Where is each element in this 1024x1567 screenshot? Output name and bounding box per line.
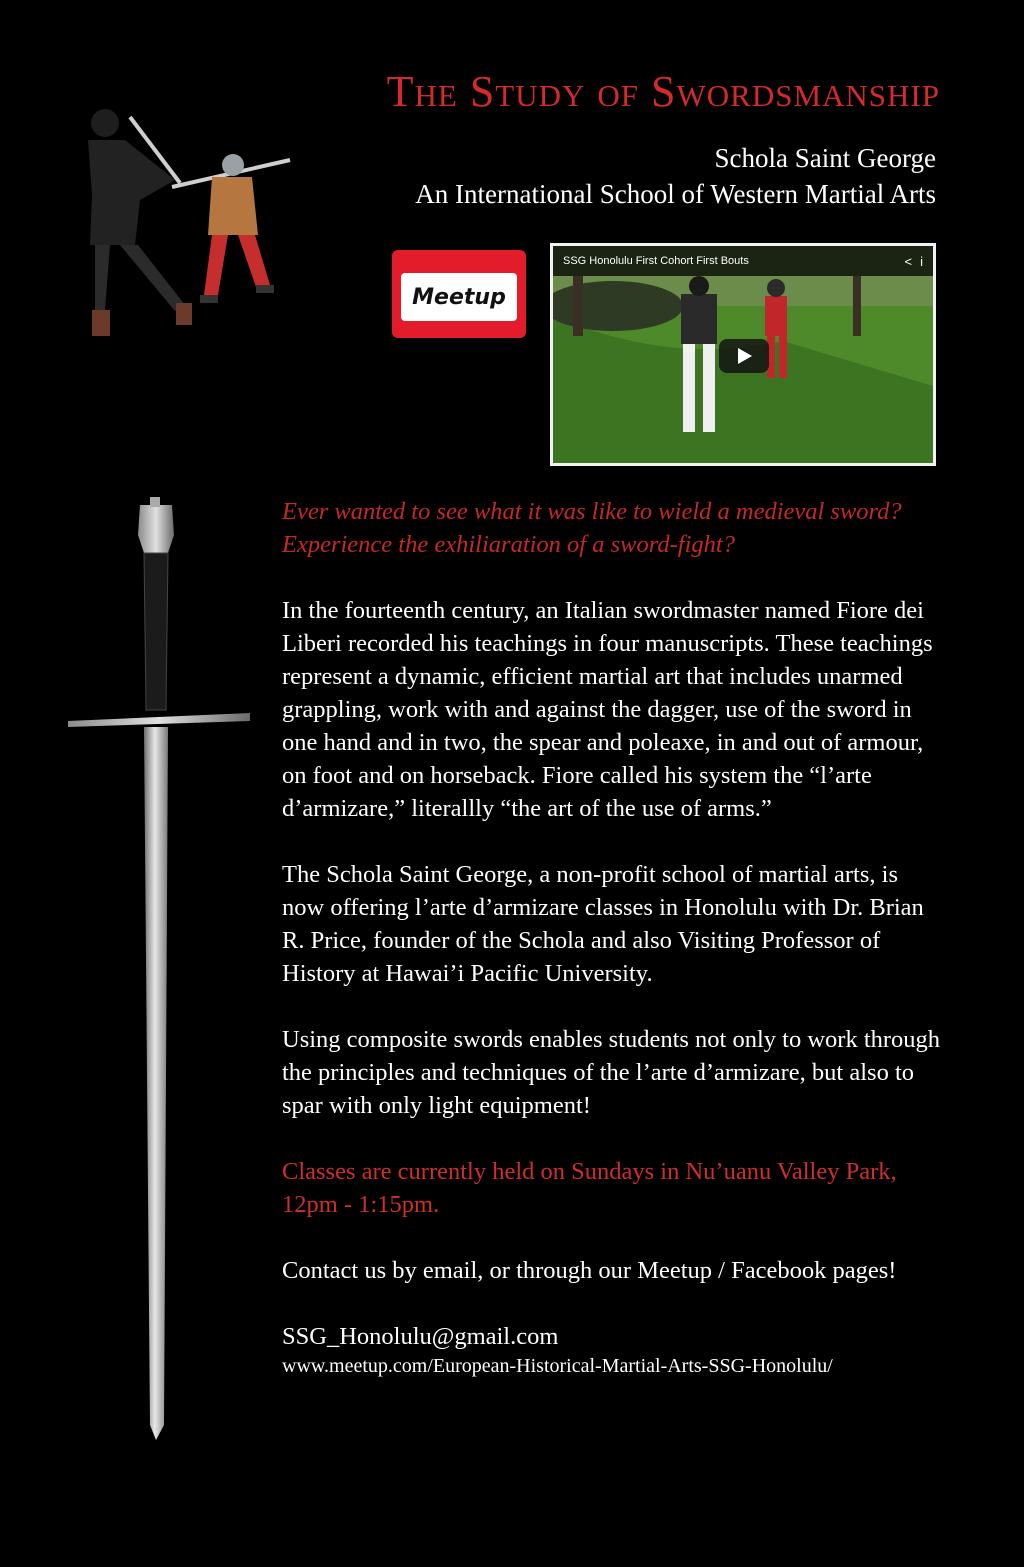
- sword-blade: [144, 727, 168, 1440]
- sword-crossguard: [68, 713, 250, 727]
- sword-grip: [144, 553, 168, 710]
- video-title: SSG Honolulu First Cohort First Bouts: [563, 255, 749, 267]
- sword-pommel: [138, 505, 174, 553]
- fighter-1-head: [91, 109, 119, 137]
- school-name: Schola Saint George: [714, 143, 936, 173]
- meetup-logo[interactable]: [392, 250, 526, 338]
- info-icon[interactable]: i: [920, 253, 923, 269]
- fighter-2-helmet: [222, 154, 244, 176]
- page-title: The Study of Swordsmanship: [386, 67, 940, 116]
- play-button[interactable]: [719, 339, 769, 373]
- paragraph-history: In the fourteenth century, an Italian swordmaster named Fiore dei Liberi recorded his teachings in four manuscripts. These teachings represent a dynamic, efficient martial art that includes unarmed grappling, work with and against the dagger, use of the sword in one hand and in two, the spear and poleaxe, in and out of armour, on foot and on horseback. Fiore called his system the “l’arte d’armizare,” literallly “the art of the use of arms.”: [282, 597, 933, 822]
- fighter-2-body: [208, 177, 258, 235]
- video-thumbnail[interactable]: [550, 243, 936, 466]
- meetup-url[interactable]: www.meetup.com/European-Historical-Martial-Arts-SSG-Honolulu/: [282, 1355, 833, 1377]
- fighters-illustration: [80, 105, 305, 345]
- fighter-1-body: [88, 140, 175, 245]
- video-title-bar: [553, 246, 933, 276]
- share-icon[interactable]: <: [904, 253, 913, 269]
- meetup-logo-text: Meetup: [401, 273, 517, 321]
- paragraph-composite-swords: Using composite swords enables students not only to work through the principles and techniques of the l’arte d’armizare, but also to spar with only light equipment!: [282, 1026, 941, 1119]
- intro-line-1: Ever wanted to see what it was like to wield a medieval sword?: [282, 498, 902, 525]
- main-content: [282, 495, 942, 1379]
- longsword-illustration: [64, 495, 254, 1445]
- play-icon: [735, 347, 753, 365]
- contact-text: Contact us by email, or through our Meetup / Facebook pages!: [282, 1257, 897, 1284]
- intro-line-2: Experience the exhiliaration of a sword-fight?: [282, 531, 735, 558]
- contact-email[interactable]: SSG_Honolulu@gmail.com: [282, 1323, 559, 1350]
- paragraph-school: The Schola Saint George, a non-profit school of martial arts, is now offering l’arte d’armizare classes in Honolulu with Dr. Brian R. Price, founder of the Schola and also Visiting Professor of History at Hawai’i Pacific University.: [282, 861, 924, 987]
- class-schedule: Classes are currently held on Sundays in Nu’uanu Valley Park, 12pm - 1:15pm.: [282, 1158, 897, 1218]
- school-tagline: An International School of Western Martial Arts: [415, 179, 936, 209]
